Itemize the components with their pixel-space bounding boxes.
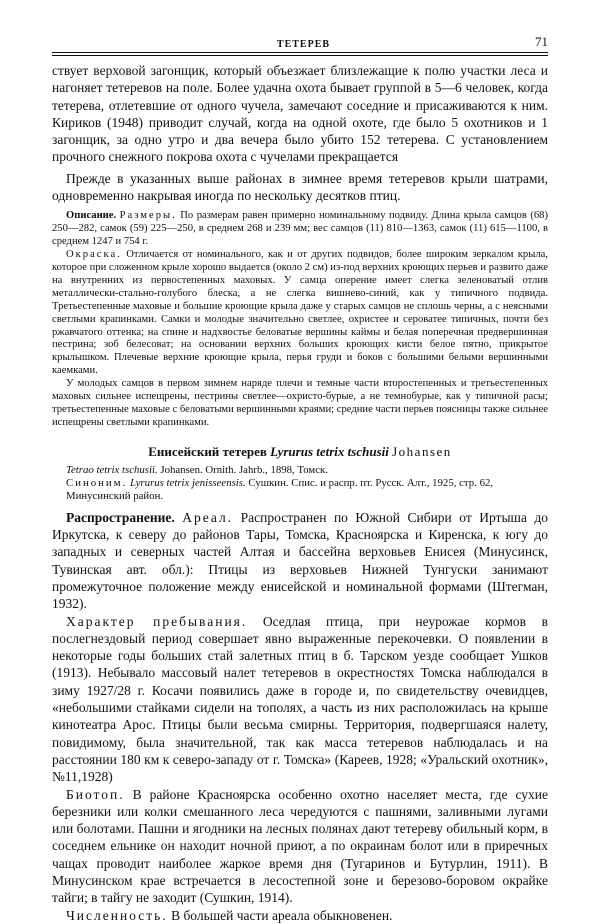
color-label: Окраска.: [66, 249, 122, 261]
biotope-paragraph: [52, 786, 548, 907]
synonym-label: Синоним.: [66, 476, 128, 489]
numbers-text: В большей части ареала обыкновенен.: [171, 907, 393, 923]
numbers-label: Численность.: [66, 907, 168, 923]
section-heading: [52, 444, 548, 460]
book-page: [52, 30, 548, 924]
synonymy-latin-2: Lyrurus tetrix jenisseensis.: [129, 476, 246, 489]
sizes-text: По размерам равен примерно номинальному подвиду. Длина крыла самцов (68) 250—282, самок (59) 225—250, в среднем 268 и 239 мм; вес самцов (11) 810—1363, самок (11) 615—1100, в среднем 1247 и 754 г.: [52, 210, 548, 248]
color-text: Отличается от номинального, как и от других подвидов, более широким зеркалом крыла, которое при сложенном крыле хорошо выдается (около 2 см) из-под верхних кроющих перьев и развито даже на внутренних из первостепенных маховых. У самца оперение имеет слегка зеленоватый отлив металлически-стально-голубого блеска, а не слегка вишнево-синий, как у типичного подвида. Третьестепенные маховые и большие кроющие крыла даже у старых самцов не сплошь черны, а с неясными светлыми крапинками. Самки и молодые значительно светлее, охристее и сероватее типичных, почти без ржавчатого оттенка; на спине и надхвостье беловатые вершины каймы и белая поперечная предвершинная пестрина; зоб белесоват; на основании верхних больших кроющих кисти белое пятно, прикрытое крылышком. Плечевые верхние кроющие крыла, перья груди и боков с большими белыми вершинными каемками.: [52, 249, 548, 377]
biotope-text: В районе Красноярска особенно охотно населяет места, где сухие березники или колки смешанного леса чередуются с пашнями, заливными лугами или болотами. Пашни и ягодники на лесных полянах дают тетереву обильный корм, в соседнем ельнике он находит ночной приют, а по окраинам болот или в приречных чащах проводит наиболее жаркое время дня (Тугаринов и Бутурлин, 1911). В Минусинском крае встречается в лесостепной зоне и березово-боровом окрайке тайги; в тайгу не заходит (Сушкин, 1914).: [52, 786, 548, 906]
biotope-label: Биотоп.: [66, 786, 125, 802]
description-sizes: [52, 210, 548, 249]
stay-paragraph: [52, 613, 548, 786]
stay-label: Характер пребывания.: [66, 613, 248, 629]
sizes-label: Размеры.: [119, 210, 177, 222]
synonymy-ref-1: Johansen. Ornith. Jahrb., 1898, Томск.: [160, 463, 328, 476]
synonymy-line-1: [66, 464, 548, 477]
synonymy: [52, 464, 548, 503]
stay-text: Оседлая птица, при неурожае кормов в послегнездовый период совершает явно выраженные перекочевки. О появлении в некоторые годы больших стай залетных птиц в б. Тарском уезде сообщает Ушков (1913). Небывало массовый налет тетеревов в окрестностях Томска наблюдался в зиму 1927/28 г. Косачи появились даже в городе и, по свидетельству очевидцев, «небольшими стайками сидели на тополях, а часть из них расположилась на крыше кинотеатра Арос. Птицы были весьма смирны. Территория, подвергшаяся налету, повидимому, была значительной, так как масса тетеревов наблюдалась и на расстоянии 180 км к северо-западу от г. Томска» (Кареев, 1928; «Уральский охотник», №11,1928): [52, 613, 548, 785]
areal-text: Распространен по Южной Сибири от Иртыша до Иркутска, к северу до районов Тары, Томска, Красноярска и Киренска, к югу до западных и северных частей Алтая и бассейна верховьев Енисея (Минусинск, Тувинская авт. обл.): Птицы из верховьев Нижней Тунгуски занимают промежуточное положение между енисейской и номинальной формами (Штегман, 1932).: [52, 509, 549, 612]
areal-label: Ареал.: [182, 509, 234, 525]
section-author: Johansen: [392, 443, 452, 459]
page-number: 71: [535, 34, 548, 49]
synonymy-line-2: [66, 477, 548, 503]
description-color: [52, 249, 548, 378]
distribution-label: Распространение.: [66, 509, 175, 525]
description-young: У молодых самцов в первом зимнем наряде плечи и темные части второстепенных и третьестепенных маховых сильнее испещрены, пестрины светлее—охристо-бурые, а не темнобурые, как у типичной расы; третьестепенные маховые с беловатыми вершинными краями; средние части перьев поясницы также сильнее испещрены светлыми крапинками.: [52, 378, 548, 428]
running-header: [52, 30, 548, 53]
paragraph-nets: Прежде в указанных выше районах в зимнее время тетеревов крыли шатрами, одновременно накрывая иногда по нескольку десятков птиц.: [52, 170, 548, 204]
description-label: Описание.: [66, 210, 117, 222]
paragraph-hunting: ствует верховой загонщик, который объезжает близлежащие к полю участки леса и нагоняет тетеревов на поле. Более удачна охота бывает группой в 5—6 человек, когда тетерева, отлетевшие от одного чучела, замечают соседние и присаживаются к ним. Кириков (1948) приводит случай, когда на одной охоте, где было 5 охотников и 1 загонщик, за одно утро и два вечера было убито 152 тетерева. С установлением прочного снежного покрова охота с чучелами прекращается: [52, 63, 548, 165]
numbers-paragraph: [52, 907, 548, 924]
running-title: ТЕТЕРЕВ: [276, 39, 331, 50]
section-latin: Lyrurus tetrix tschusii: [270, 443, 389, 459]
synonymy-ref-2: Сушкин. Спис. и распр. пт. Русск. Алт., 1925, стр. 62, Минусинский район.: [66, 476, 494, 502]
distribution-paragraph: [52, 509, 548, 613]
synonymy-latin-1: Tetrao tetrix tschusii.: [66, 463, 158, 476]
header-rule: [52, 55, 548, 56]
section-title: Енисейский тетерев: [148, 443, 267, 459]
